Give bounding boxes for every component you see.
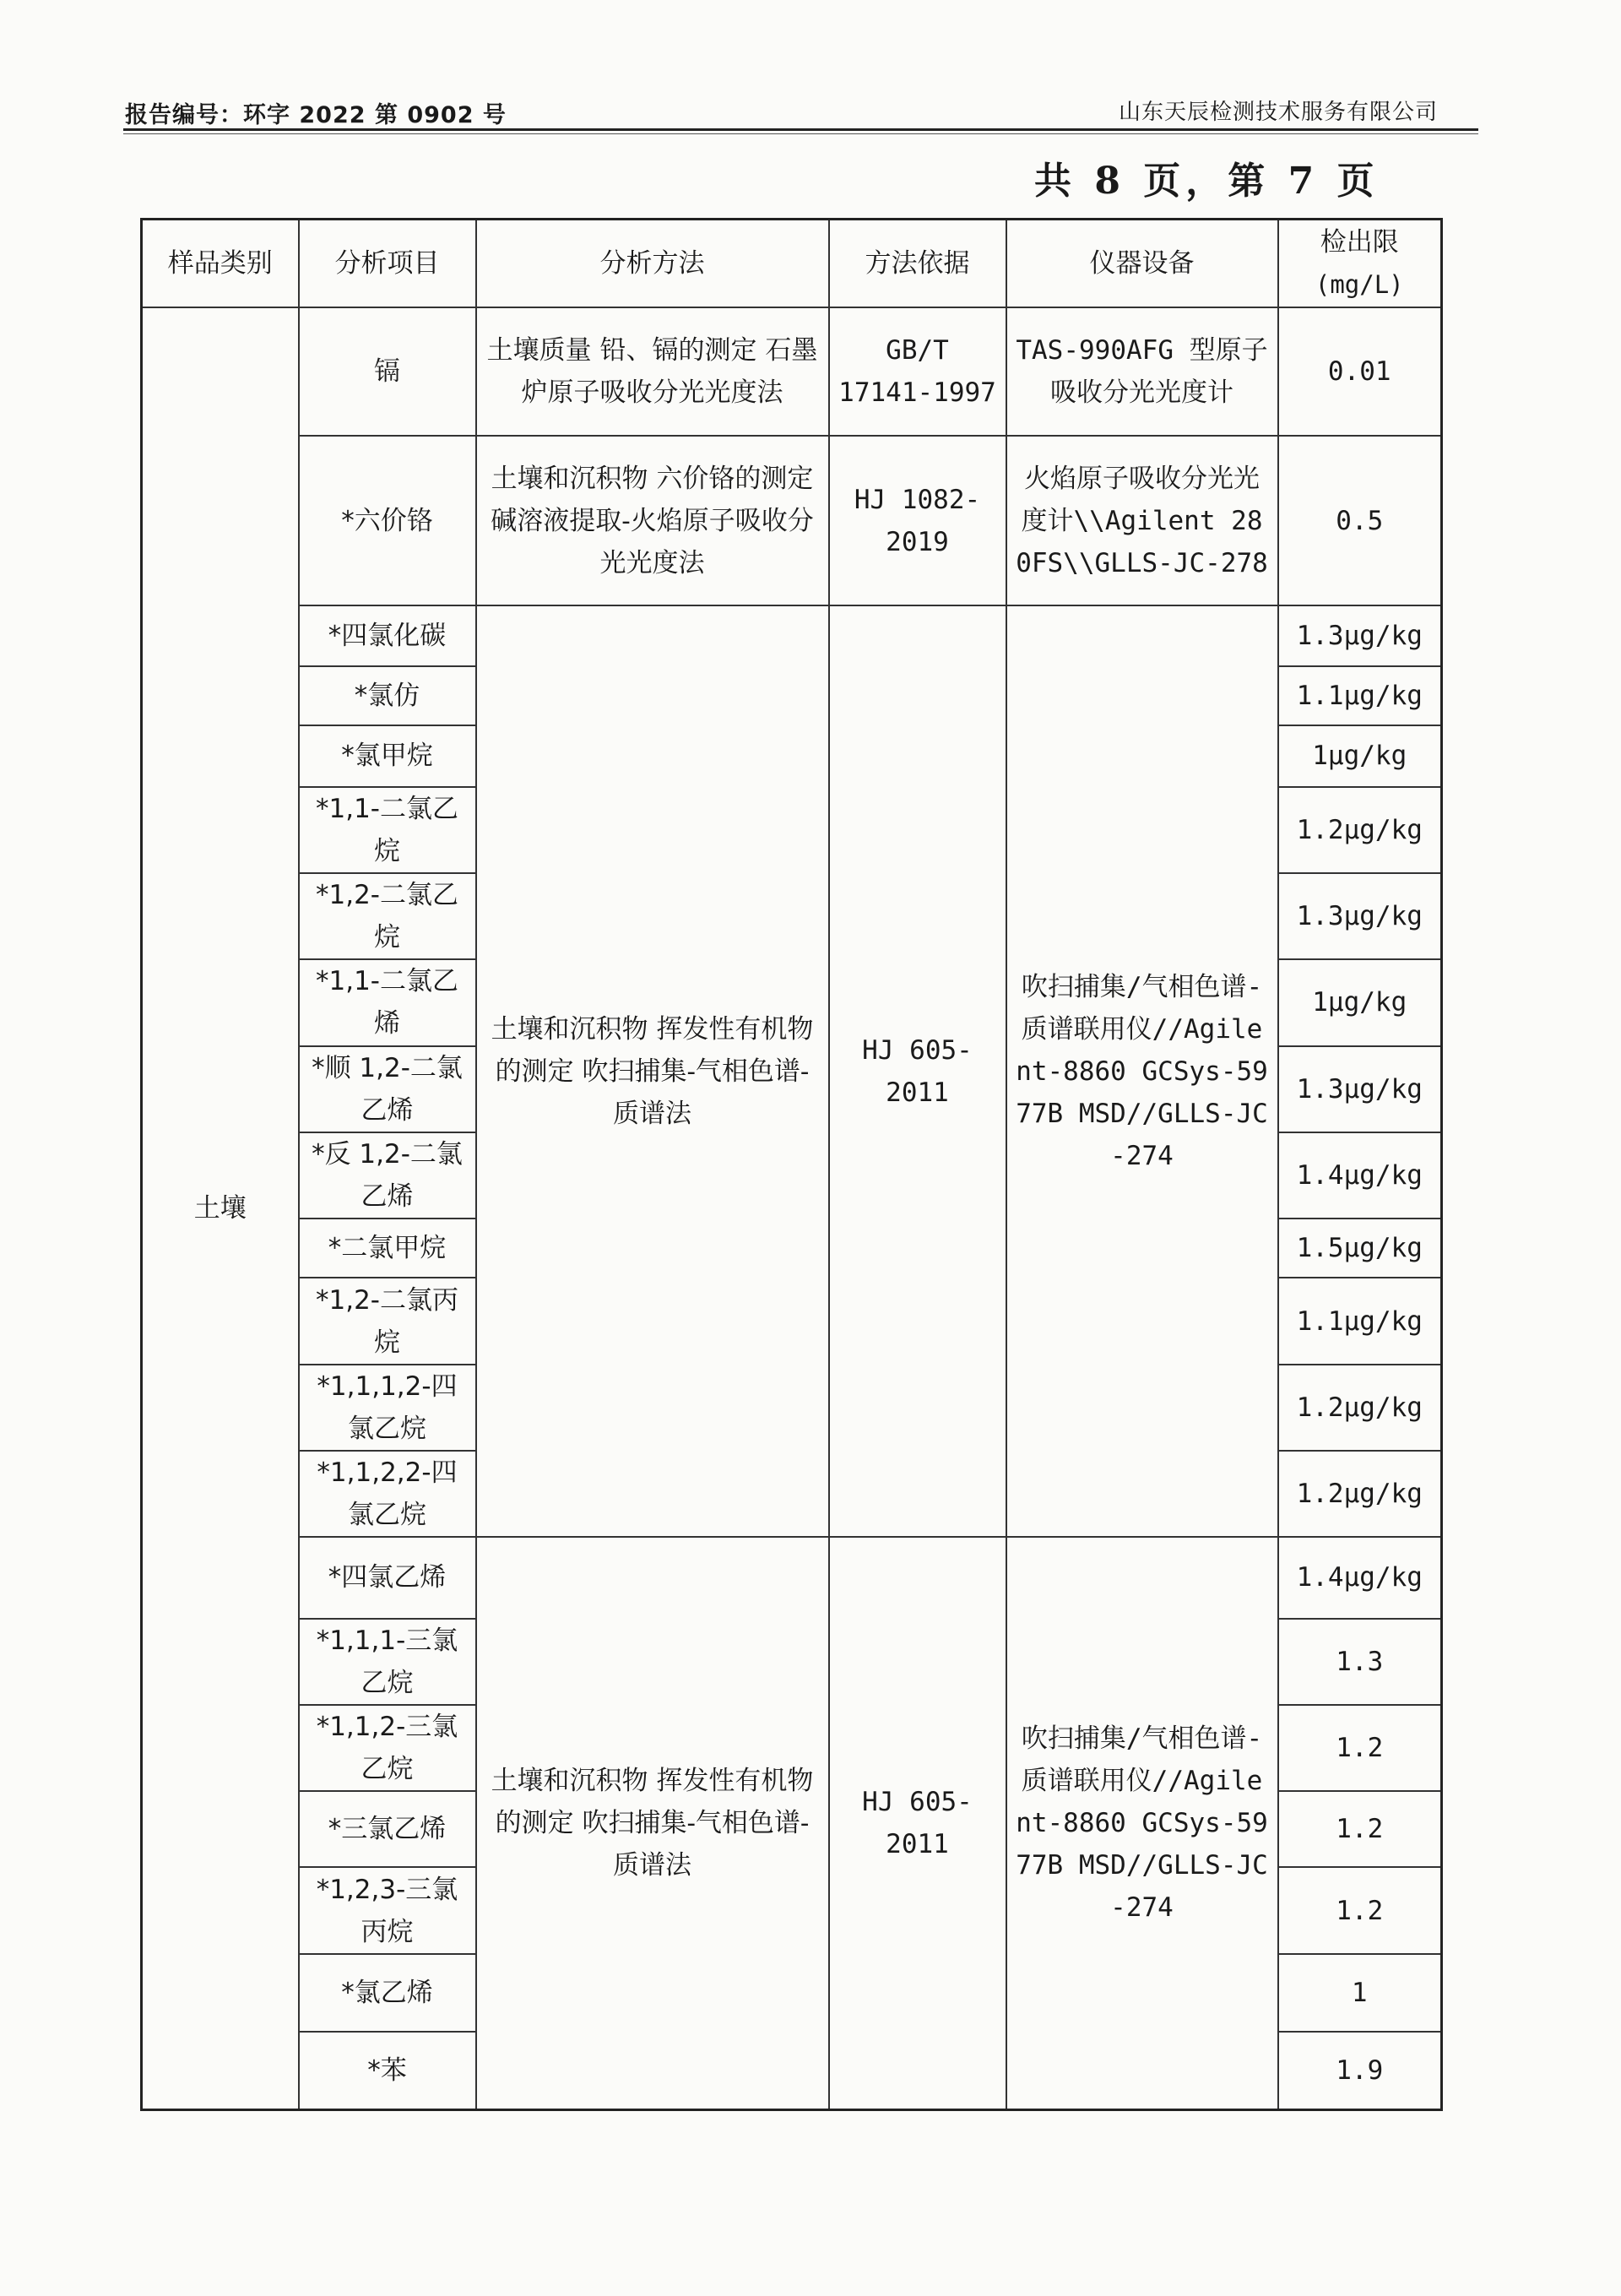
col-header-instrument: 仪器设备 (1006, 220, 1278, 307)
analysis-item: *1,1,1-三氯乙烷 (299, 1619, 476, 1705)
detection-limit: 1.4μg/kg (1278, 1537, 1442, 1618)
detection-limit: 1.2μg/kg (1278, 1451, 1442, 1537)
analysis-item: *苯 (299, 2032, 476, 2109)
col-header-item: 分析项目 (299, 220, 476, 307)
col-header-limit-unit: (mg/L) (1315, 269, 1404, 299)
detection-limit: 1.3μg/kg (1278, 873, 1442, 959)
method-basis: HJ 605-2011 (829, 1537, 1006, 2109)
analysis-method-table (140, 218, 1443, 2111)
detection-limit: 1.4μg/kg (1278, 1132, 1442, 1219)
detection-limit: 0.5 (1278, 436, 1442, 605)
analysis-item: *1,1-二氯乙烷 (299, 787, 476, 873)
col-header-method: 分析方法 (476, 220, 829, 307)
analysis-item: *1,1,2-三氯乙烷 (299, 1705, 476, 1791)
analysis-item: *1,1,1,2-四氯乙烷 (299, 1365, 476, 1451)
method-basis: HJ 1082-2019 (829, 436, 1006, 605)
analysis-item: *氯仿 (299, 666, 476, 725)
detection-limit: 1.2 (1278, 1705, 1442, 1791)
analysis-item: *四氯化碳 (299, 605, 476, 666)
table-row (142, 307, 1442, 436)
detection-limit: 1 (1278, 1954, 1442, 2032)
analysis-method: 土壤和沉积物 挥发性有机物的测定 吹扫捕集-气相色谱-质谱法 (476, 1537, 829, 2109)
header-rule (123, 128, 1478, 131)
instrument: 吹扫捕集/气相色谱-质谱联用仪//Agilent-8860 GCSys-5977B MSD//GLLS-JC-274 (1006, 1537, 1278, 2109)
detection-limit: 1.2μg/kg (1278, 787, 1442, 873)
analysis-item: *三氯乙烯 (299, 1791, 476, 1867)
analysis-method: 土壤质量 铅、镉的测定 石墨炉原子吸收分光光度法 (476, 307, 829, 436)
analysis-item: *氯甲烷 (299, 725, 476, 786)
col-header-basis: 方法依据 (829, 220, 1006, 307)
table-row (142, 605, 1442, 666)
analysis-item: *四氯乙烯 (299, 1537, 476, 1618)
detection-limit: 1.2 (1278, 1791, 1442, 1867)
method-basis: HJ 605-2011 (829, 605, 1006, 1537)
analysis-method: 土壤和沉积物 六价铬的测定 碱溶液提取-火焰原子吸收分光光度法 (476, 436, 829, 605)
instrument: 吹扫捕集/气相色谱-质谱联用仪//Agilent-8860 GCSys-5977B MSD//GLLS-JC-274 (1006, 605, 1278, 1537)
analysis-method: 土壤和沉积物 挥发性有机物的测定 吹扫捕集-气相色谱-质谱法 (476, 605, 829, 1537)
analysis-item: *六价铬 (299, 436, 476, 605)
detection-limit: 1.2μg/kg (1278, 1365, 1442, 1451)
company-name: 山东天辰检测技术服务有限公司 (1118, 100, 1438, 125)
table-row (142, 1537, 1442, 1618)
table-header-row (142, 220, 1442, 307)
report-number: 报告编号：环字 2022 第 0902 号 (125, 102, 507, 128)
detection-limit: 1.3 (1278, 1619, 1442, 1705)
detection-limit: 1.1μg/kg (1278, 666, 1442, 725)
instrument: TAS-990AFG 型原子吸收分光光度计 (1006, 307, 1278, 436)
analysis-item: *顺 1,2-二氯乙烯 (299, 1046, 476, 1132)
detection-limit: 1.2 (1278, 1867, 1442, 1953)
detection-limit: 1.3μg/kg (1278, 605, 1442, 666)
analysis-item: *1,1,2,2-四氯乙烷 (299, 1451, 476, 1537)
col-header-limit-label: 检出限 (1320, 226, 1399, 258)
instrument: 火焰原子吸收分光光度计\\Agilent 280FS\\GLLS-JC-278 (1006, 436, 1278, 605)
analysis-item: *1,2-二氯乙烷 (299, 873, 476, 959)
detection-limit: 1μg/kg (1278, 959, 1442, 1045)
sample-category-cell: 土壤 (142, 307, 299, 2110)
detection-limit: 1.5μg/kg (1278, 1219, 1442, 1278)
table-row (142, 436, 1442, 605)
analysis-item: *1,2,3-三氯丙烷 (299, 1867, 476, 1953)
page-indicator: 共 8 页，第 7 页 (1034, 160, 1380, 203)
analysis-item: *1,1-二氯乙烯 (299, 959, 476, 1045)
detection-limit: 1.3μg/kg (1278, 1046, 1442, 1132)
detection-limit: 1.1μg/kg (1278, 1278, 1442, 1364)
col-header-category: 样品类别 (142, 220, 299, 307)
header-rule-thin (123, 133, 1478, 134)
detection-limit: 1.9 (1278, 2032, 1442, 2109)
detection-limit: 1μg/kg (1278, 725, 1442, 786)
analysis-item: *二氯甲烷 (299, 1219, 476, 1278)
analysis-item: *1,2-二氯丙烷 (299, 1278, 476, 1364)
method-basis: GB/T 17141-1997 (829, 307, 1006, 436)
analysis-item: 镉 (299, 307, 476, 436)
detection-limit: 0.01 (1278, 307, 1442, 436)
col-header-limit (1278, 220, 1442, 307)
analysis-item: *反 1,2-二氯乙烯 (299, 1132, 476, 1219)
analysis-item: *氯乙烯 (299, 1954, 476, 2032)
